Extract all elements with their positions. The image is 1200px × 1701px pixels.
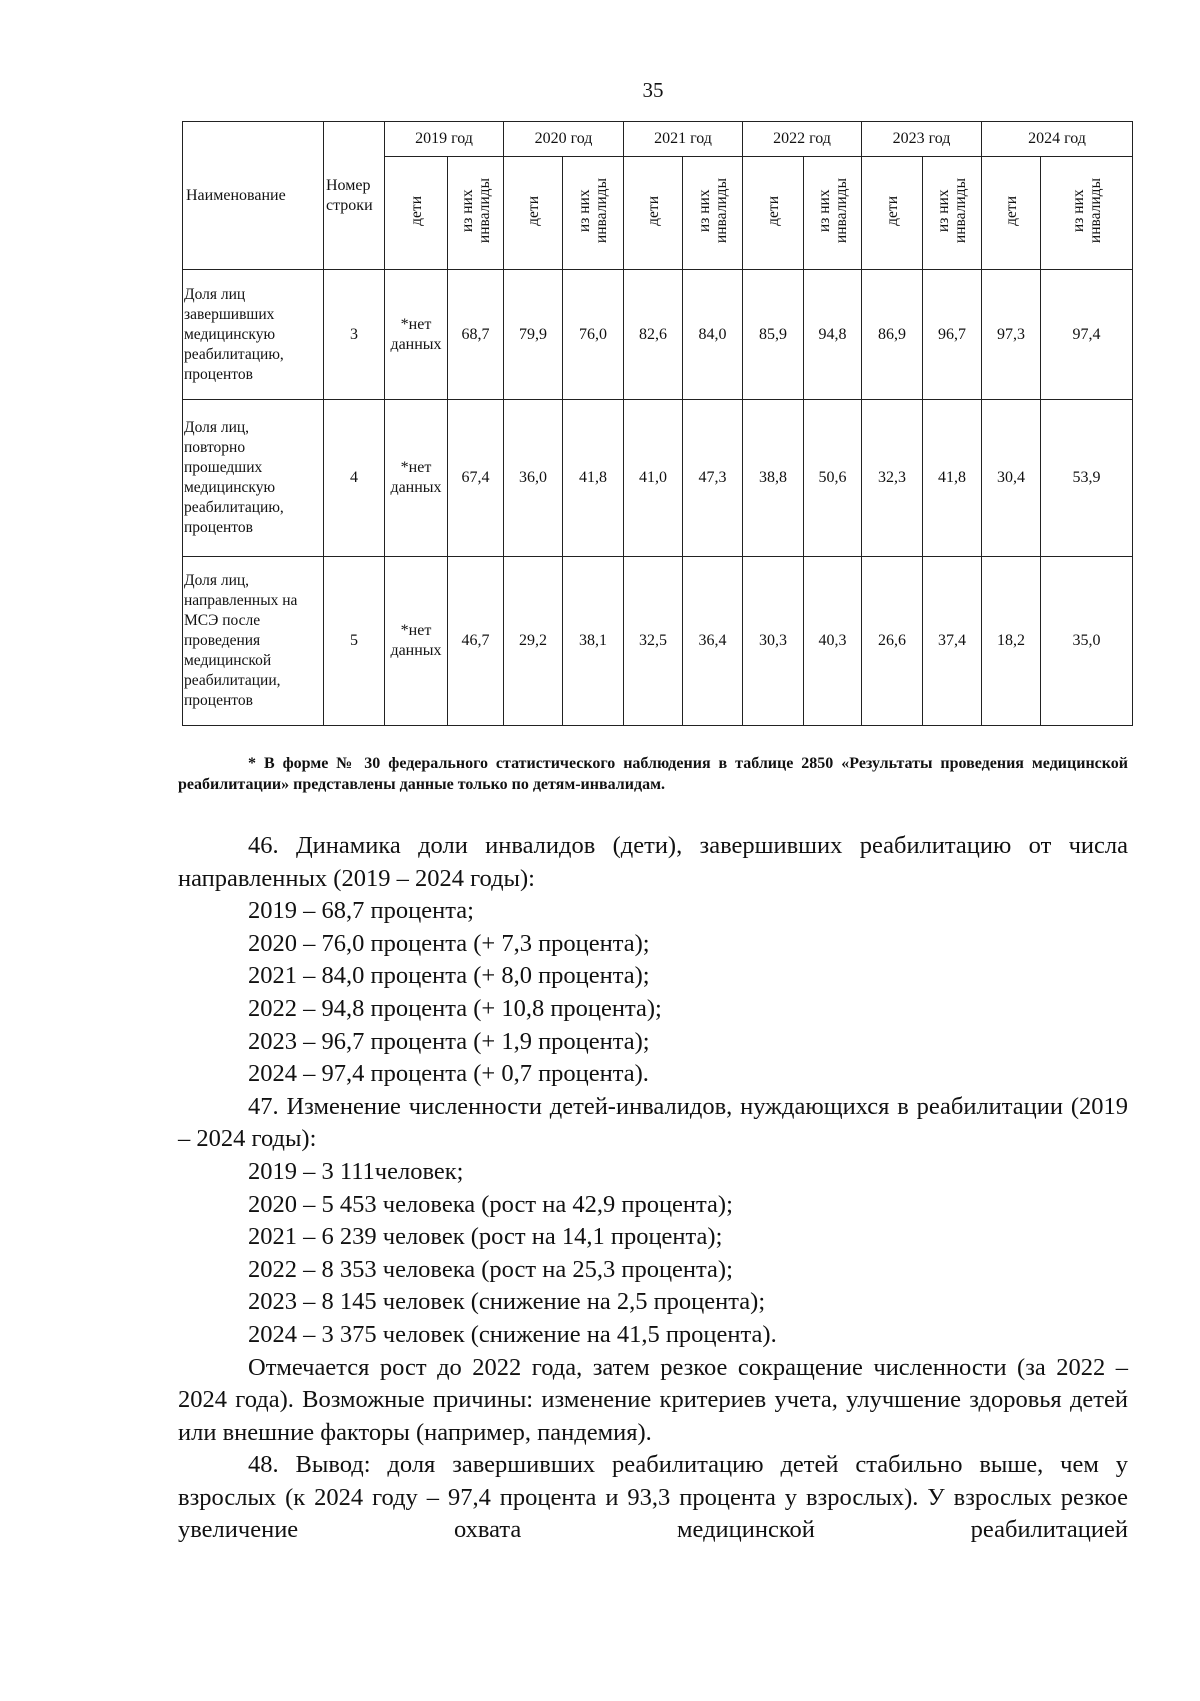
list-item: 2023 – 96,7 процента (+ 1,9 процента); <box>248 1027 650 1055</box>
cell-no-data: *нет данных <box>385 270 448 400</box>
table-footnote: * В форме № 30 федерального статистического наблюдения в таблице 2850 «Результаты проведения медицинской реабилитации» представлены данные только по детям-инвалидам. <box>178 755 1128 793</box>
list-item: 2021 – 6 239 человек (рост на 14,1 процента); <box>248 1223 723 1251</box>
header-children: дети <box>862 157 923 270</box>
cell-value: 47,3 <box>683 400 743 557</box>
table-row <box>183 400 1133 557</box>
cell-no-data: *нет данных <box>385 400 448 557</box>
cell-value: 86,9 <box>862 270 923 400</box>
cell-value: 41,8 <box>563 400 624 557</box>
section-47-note: Отмечается рост до 2022 года, затем резкое сокращение численности (за 2022 – 2024 года). Возможные причины: изменение критериев учета, улучшение здоровья детей или внешние факторы (например, пандемия). <box>178 1353 1128 1446</box>
header-disabled: из них инвалиды <box>563 157 624 270</box>
header-disabled: из них инвалиды <box>804 157 862 270</box>
cell-value: 38,1 <box>563 557 624 726</box>
cell-value: 50,6 <box>804 400 862 557</box>
header-children: дети <box>385 157 448 270</box>
cell-value: 32,5 <box>624 557 683 726</box>
header-disabled: из них инвалиды <box>683 157 743 270</box>
section-47-intro: 47. Изменение численности детей-инвалидов, нуждающихся в реабилитации (2019 – 2024 годы): <box>178 1092 1128 1153</box>
header-row-number: Номер строки <box>324 122 385 270</box>
row-name: Доля лиц, направленных на МСЭ после проведения медицинской реабилитации, процентов <box>183 557 324 726</box>
cell-value: 37,4 <box>923 557 982 726</box>
list-item: 2020 – 5 453 человека (рост на 42,9 процента); <box>248 1190 733 1218</box>
cell-value: 46,7 <box>448 557 504 726</box>
row-name: Доля лиц, повторно прошедших медицинскую реабилитацию, процентов <box>183 400 324 557</box>
header-children: дети <box>504 157 563 270</box>
header-year: 2019 год <box>385 122 504 157</box>
cell-value: 82,6 <box>624 270 683 400</box>
cell-value: 76,0 <box>563 270 624 400</box>
section-46 <box>178 830 1128 1547</box>
row-number: 5 <box>324 557 385 726</box>
cell-value: 68,7 <box>448 270 504 400</box>
header-year: 2021 год <box>624 122 743 157</box>
cell-value: 53,9 <box>1041 400 1133 557</box>
cell-value: 35,0 <box>1041 557 1133 726</box>
row-number: 3 <box>324 270 385 400</box>
cell-value: 96,7 <box>923 270 982 400</box>
cell-value: 38,8 <box>743 400 804 557</box>
header-disabled: из них инвалиды <box>448 157 504 270</box>
header-year: 2022 год <box>743 122 862 157</box>
cell-value: 97,3 <box>982 270 1041 400</box>
cell-value: 67,4 <box>448 400 504 557</box>
cell-value: 84,0 <box>683 270 743 400</box>
section-48-text: 48. Вывод: доля завершивших реабилитацию детей стабильно выше, чем у взрослых (к 2024 году – 97,4 процента и 93,3 процента у взрослых). У взрослых резкое увеличение охвата медицинской реабилитацией <box>178 1451 1128 1544</box>
header-name: Наименование <box>183 122 324 270</box>
cell-value: 36,4 <box>683 557 743 726</box>
cell-value: 18,2 <box>982 557 1041 726</box>
list-item: 2022 – 94,8 процента (+ 10,8 процента); <box>248 994 662 1022</box>
table-row <box>183 557 1133 726</box>
list-item: 2024 – 97,4 процента (+ 0,7 процента). <box>248 1060 649 1088</box>
page-number: 35 <box>642 78 664 102</box>
cell-value: 40,3 <box>804 557 862 726</box>
table-row <box>183 270 1133 400</box>
list-item: 2023 – 8 145 человек (снижение на 2,5 процента); <box>248 1288 766 1316</box>
list-item: 2024 – 3 375 человек (снижение на 41,5 процента). <box>248 1320 777 1348</box>
header-children: дети <box>624 157 683 270</box>
list-item: 2021 – 84,0 процента (+ 8,0 процента); <box>248 962 650 990</box>
cell-value: 41,0 <box>624 400 683 557</box>
header-year: 2023 год <box>862 122 982 157</box>
cell-value: 97,4 <box>1041 270 1133 400</box>
cell-value: 79,9 <box>504 270 563 400</box>
cell-value: 30,4 <box>982 400 1041 557</box>
cell-value: 30,3 <box>743 557 804 726</box>
cell-no-data: *нет данных <box>385 557 448 726</box>
cell-value: 41,8 <box>923 400 982 557</box>
list-item: 2020 – 76,0 процента (+ 7,3 процента); <box>248 929 650 957</box>
header-year: 2020 год <box>504 122 624 157</box>
cell-value: 36,0 <box>504 400 563 557</box>
header-children: дети <box>743 157 804 270</box>
list-item: 2019 – 68,7 процента; <box>248 897 474 925</box>
section-46-intro: 46. Динамика доли инвалидов (дети), завершивших реабилитацию от числа направленных (2019 – 2024 годы): <box>178 832 1128 892</box>
cell-value: 94,8 <box>804 270 862 400</box>
cell-value: 85,9 <box>743 270 804 400</box>
list-item: 2022 – 8 353 человека (рост на 25,3 процента); <box>248 1255 733 1283</box>
header-children: дети <box>982 157 1041 270</box>
header-disabled: из них инвалиды <box>923 157 982 270</box>
header-year: 2024 год <box>982 122 1133 157</box>
rehabilitation-table <box>182 121 1133 726</box>
cell-value: 32,3 <box>862 400 923 557</box>
cell-value: 26,6 <box>862 557 923 726</box>
row-name: Доля лиц завершивших медицинскую реабилитацию, процентов <box>183 270 324 400</box>
row-number: 4 <box>324 400 385 557</box>
header-disabled: из них инвалиды <box>1041 157 1133 270</box>
table-header-years <box>183 122 1133 157</box>
cell-value: 29,2 <box>504 557 563 726</box>
list-item: 2019 – 3 111человек; <box>248 1157 464 1185</box>
